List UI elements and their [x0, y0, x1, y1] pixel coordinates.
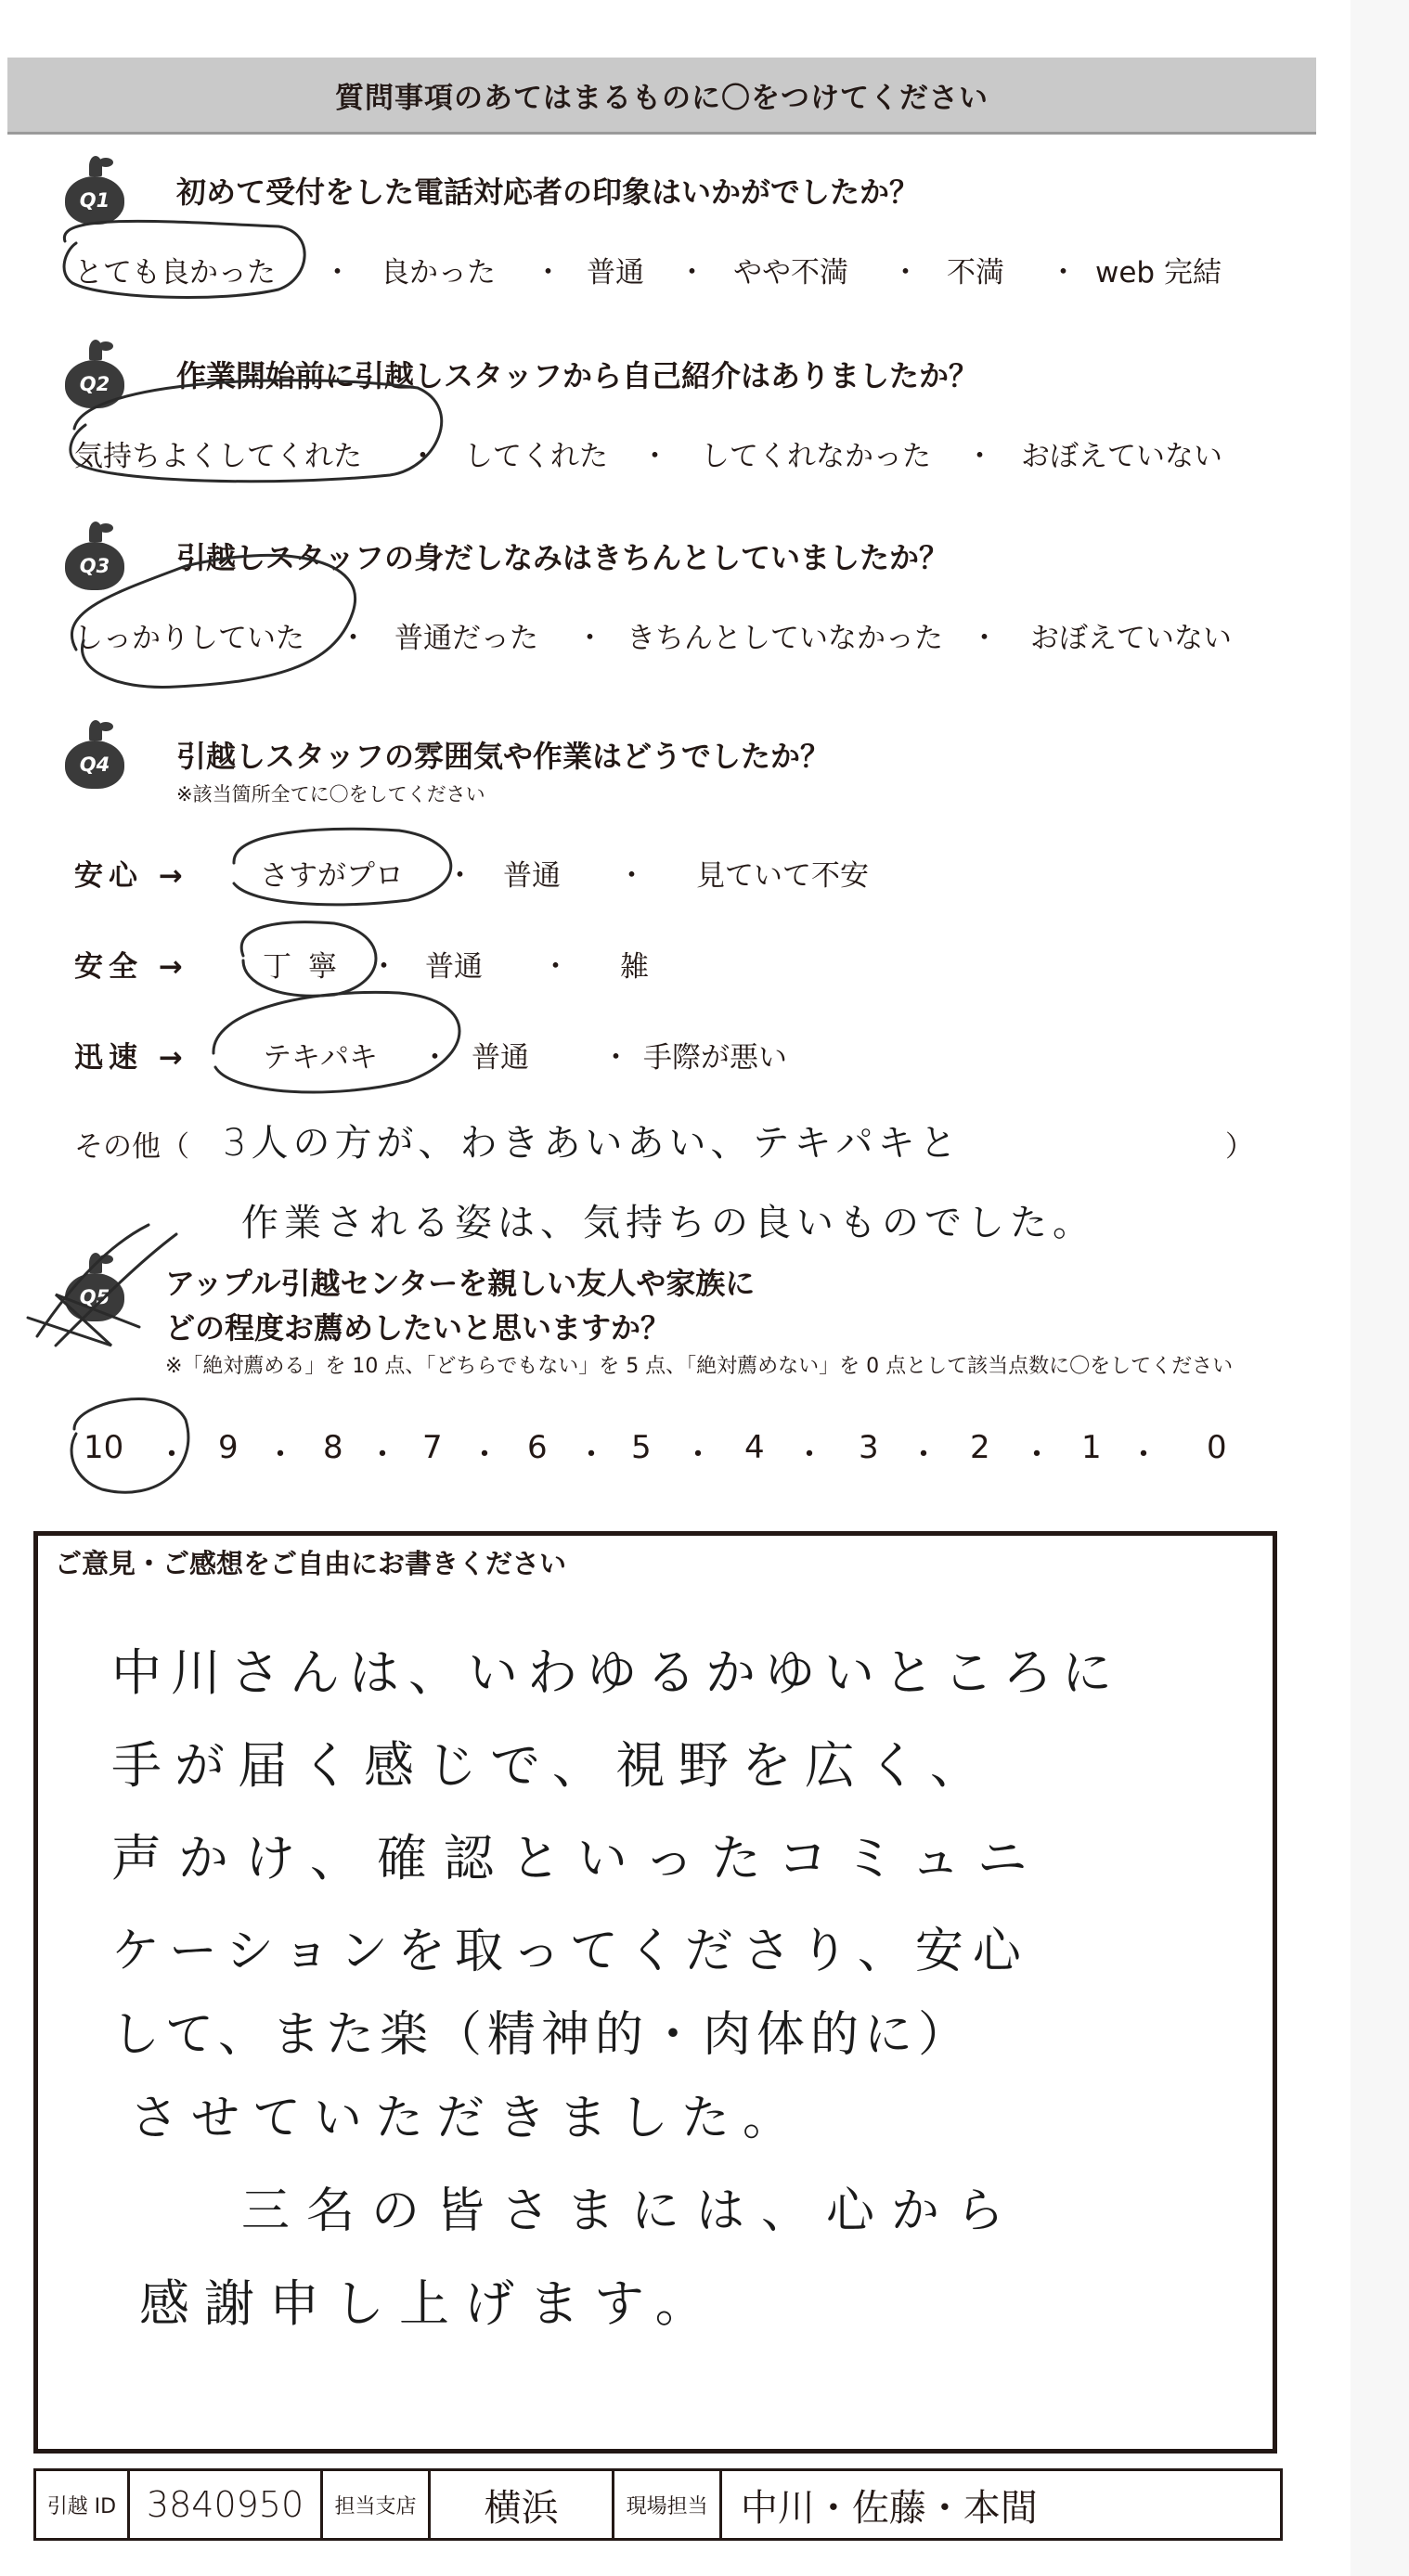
- q2-option[interactable]: してくれなかった: [701, 440, 931, 473]
- q5-score[interactable]: 10: [84, 1429, 124, 1466]
- separator-dot: ・: [640, 440, 669, 473]
- q3-option[interactable]: しっかりしていた: [74, 622, 304, 655]
- separator-dot: ・: [541, 950, 570, 984]
- q4-row-label: 安心 →: [74, 859, 188, 893]
- q4-badge-icon: [65, 741, 124, 789]
- q4-option[interactable]: テキパキ: [263, 1041, 378, 1075]
- q1-option[interactable]: 良かった: [381, 256, 496, 290]
- q2-option[interactable]: してくれた: [464, 440, 608, 473]
- q5-score[interactable]: 1: [1081, 1429, 1102, 1466]
- separator-dot: ・: [265, 1436, 296, 1474]
- comment-line: 三名の皆さまには、心から: [241, 2183, 1022, 2239]
- comment-line: 感謝申し上げます。: [139, 2274, 720, 2333]
- separator-dot: ・: [469, 1436, 500, 1474]
- q1-option[interactable]: 不満: [947, 256, 1004, 290]
- separator-dot: ・: [420, 1041, 449, 1075]
- separator-dot: ・: [682, 1436, 714, 1474]
- footer-staff-value: 中川・佐藤・本間: [740, 2486, 1038, 2530]
- survey-header: [7, 58, 1316, 135]
- separator-dot: ・: [534, 256, 562, 290]
- arrow-icon: →: [158, 950, 188, 984]
- separator-dot: ・: [1021, 1436, 1053, 1474]
- q5-badge-icon: [65, 1273, 124, 1321]
- separator-dot: ・: [1049, 256, 1078, 290]
- footer-branch-value: 横浜: [431, 2471, 615, 2538]
- q4-option[interactable]: 丁寧: [263, 950, 354, 984]
- q3-question: 引越しスタッフの身だしなみはきちんとしていましたか？: [176, 540, 950, 575]
- q4-row-label: 安全 →: [74, 950, 188, 984]
- q1-badge-label: Q1: [79, 189, 110, 212]
- footer-staff-label: 現場担当: [614, 2471, 722, 2538]
- comment-line: 中川さんは、いわゆるかゆいところに: [111, 1643, 1121, 1702]
- separator-dot: ・: [575, 622, 604, 655]
- separator-dot: ・: [323, 256, 352, 290]
- arrow-icon: →: [158, 1041, 188, 1075]
- q5-score[interactable]: 2: [970, 1429, 990, 1466]
- q3-option[interactable]: きちんとしていなかった: [627, 622, 943, 655]
- q4-option[interactable]: 普通: [472, 1041, 529, 1075]
- comment-title: ご意見・ご感想をご自由にお書きください: [55, 1548, 567, 1579]
- q5-badge-label: Q5: [79, 1286, 110, 1308]
- separator-dot: ・: [617, 859, 646, 893]
- footer-id-label: 引越 ID: [36, 2471, 130, 2538]
- q4-option[interactable]: 普通: [425, 950, 483, 984]
- q4-row-label: 迅速 →: [74, 1041, 188, 1075]
- footer-table: [33, 2468, 1283, 2541]
- separator-dot: ・: [965, 440, 994, 473]
- q1-question: 初めて受付をした電話対応者の印象はいかがでしたか？: [176, 174, 920, 210]
- separator-dot: ・: [575, 1436, 607, 1474]
- q5-note: ※「絶対薦める」を 10 点、「どちらでもない」を 5 点、「絶対薦めない」を 0 点として該当点数に〇をしてください: [165, 1355, 1234, 1378]
- arrow-icon: →: [158, 859, 188, 893]
- q4-option[interactable]: 手際が悪い: [643, 1041, 787, 1075]
- q4-other-handwriting: 作業される姿は、気持ちの良いものでした。: [241, 1202, 1095, 1244]
- q5-score[interactable]: 4: [744, 1429, 765, 1466]
- q1-badge-icon: [65, 176, 124, 225]
- q5-question-line1: アップル引越センターを親しい友人や家族に: [165, 1266, 756, 1301]
- q3-badge-icon: [65, 542, 124, 590]
- comment-line: ケーションを取ってくださり、安心: [111, 1924, 1030, 1979]
- q4-option[interactable]: 普通: [503, 859, 561, 893]
- footer-id-value: 3840950: [130, 2471, 323, 2538]
- q4-option[interactable]: 見ていて不安: [696, 859, 869, 893]
- q1-option[interactable]: やや不満: [733, 256, 848, 290]
- separator-dot: ・: [408, 440, 437, 473]
- comment-line: 声かけ、確認といったコミュニ: [111, 1829, 1044, 1887]
- separator-dot: ・: [367, 1436, 398, 1474]
- q4-option[interactable]: さすがプロ: [260, 859, 404, 893]
- q5-question-line2: どの程度お薦めしたいと思いますか？: [165, 1310, 671, 1346]
- footer-branch-label: 担当支店: [323, 2471, 431, 2538]
- q1-option[interactable]: 普通: [587, 256, 644, 290]
- q1-option[interactable]: とても良かった: [74, 256, 276, 290]
- q2-option[interactable]: 気持ちよくしてくれた: [74, 440, 362, 473]
- q2-badge-label: Q2: [79, 373, 110, 395]
- separator-dot: ・: [908, 1436, 939, 1474]
- q3-option[interactable]: おぼえていない: [1030, 622, 1232, 655]
- separator-dot: ・: [446, 859, 474, 893]
- comment-line: させていただきました。: [130, 2091, 805, 2146]
- q5-score[interactable]: 3: [859, 1429, 879, 1466]
- q4-note: ※該当箇所全てに〇をしてください: [176, 783, 485, 805]
- q5-score[interactable]: 5: [631, 1429, 652, 1466]
- q4-option[interactable]: 雑: [620, 950, 649, 984]
- q4-question: 引越しスタッフの雰囲気や作業はどうでしたか？: [176, 739, 831, 774]
- q2-option[interactable]: おぼえていない: [1021, 440, 1222, 473]
- separator-dot: ・: [369, 950, 398, 984]
- q2-question: 作業開始前に引越しスタッフから自己紹介はありましたか？: [176, 358, 979, 393]
- q3-option[interactable]: 普通だった: [394, 622, 538, 655]
- q2-badge-icon: [65, 360, 124, 408]
- separator-dot: ・: [156, 1436, 187, 1474]
- q4-other-close: ）: [1225, 1130, 1254, 1164]
- q5-score[interactable]: 7: [422, 1429, 443, 1466]
- q5-score[interactable]: 8: [323, 1429, 343, 1466]
- q1-option[interactable]: web 完結: [1095, 256, 1222, 290]
- separator-dot: ・: [891, 256, 920, 290]
- comment-line: して、また楽（精神的・肉体的に）: [111, 2007, 972, 2063]
- scan-margin: [1351, 0, 1409, 2576]
- q5-score[interactable]: 6: [527, 1429, 548, 1466]
- comment-line: 手が届く感じで、視野を広く、: [111, 1736, 993, 1795]
- separator-dot: ・: [1128, 1436, 1159, 1474]
- separator-dot: ・: [601, 1041, 630, 1075]
- separator-dot: ・: [970, 622, 999, 655]
- survey-header-title: 質問事項のあてはまるものに〇をつけてください: [335, 81, 989, 115]
- separator-dot: ・: [339, 622, 368, 655]
- separator-dot: ・: [794, 1436, 825, 1474]
- q5-score[interactable]: 0: [1207, 1429, 1227, 1466]
- separator-dot: ・: [678, 256, 706, 290]
- q4-other-label: その他（: [74, 1130, 189, 1164]
- q5-score[interactable]: 9: [218, 1429, 239, 1466]
- q4-badge-label: Q4: [79, 753, 110, 776]
- q3-badge-label: Q3: [79, 555, 110, 577]
- q4-other-handwriting: 3人の方が、わきあいあい、テキパキと: [223, 1122, 962, 1165]
